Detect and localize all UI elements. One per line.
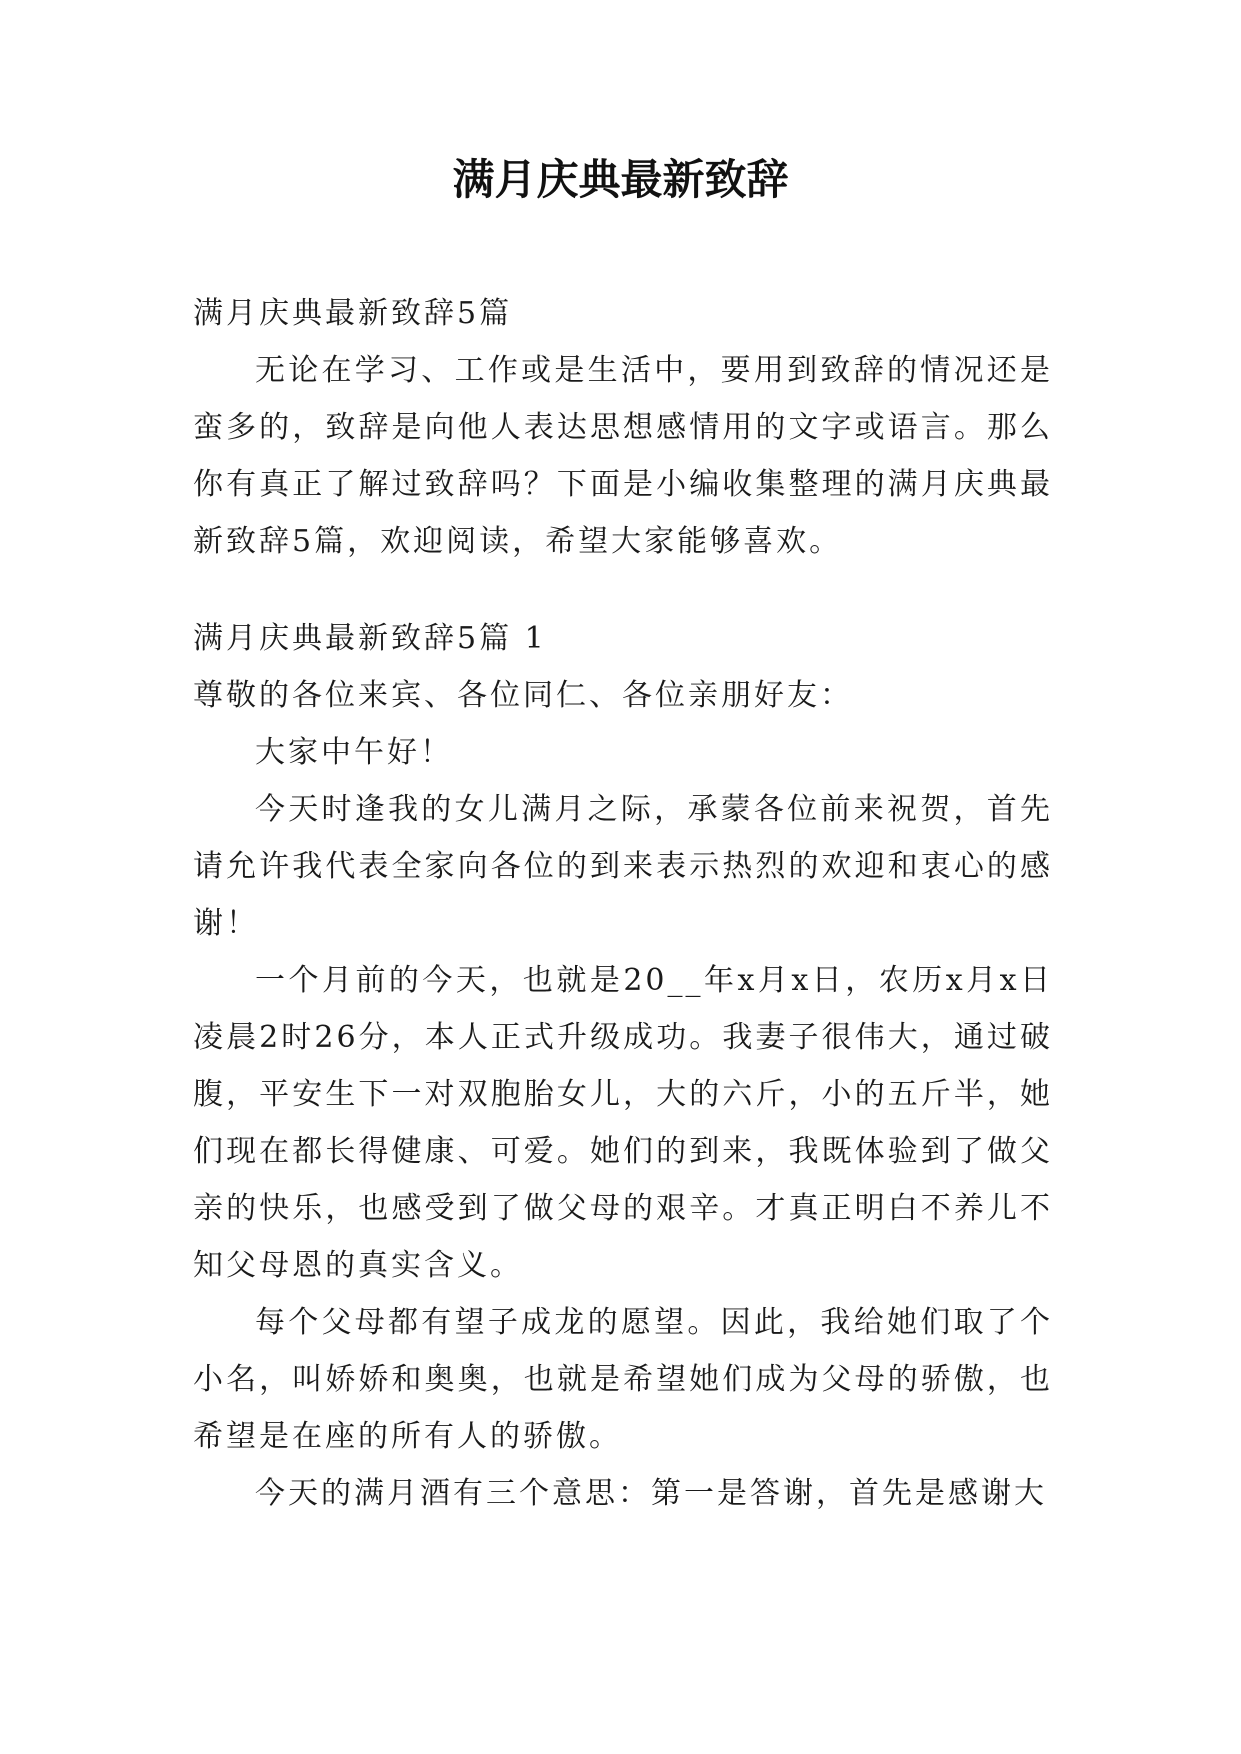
section-heading: 满月庆典最新致辞5篇 1 [193, 621, 547, 656]
body-paragraph: 今天时逢我的女儿满月之际，承蒙各位前来祝贺，首先请允许我代表全家向各位的到来表示热烈的欢迎和衷心的感谢！ [193, 792, 1053, 941]
body-paragraph: 今天的满月酒有三个意思：第一是答谢，首先是感谢大 [255, 1476, 1047, 1511]
body-paragraph: 一个月前的今天，也就是20__年x月x日，农历x月x日凌晨2时26分，本人正式升级成功。我妻子很伟大，通过破腹，平安生下一对双胞胎女儿，大的六斤，小的五斤半，她们现在都长得健康、可爱。她们的到来，我既体验到了做父亲的快乐，也感受到了做父母的艰辛。才真正明白不养儿不知父母恩的真实含义。 [193, 963, 1053, 1283]
document-subtitle: 满月庆典最新致辞5篇 [193, 296, 513, 331]
body-paragraph: 大家中午好！ [255, 735, 453, 770]
salutation: 尊敬的各位来宾、各位同仁、各位亲朋好友： [193, 678, 853, 713]
intro-paragraph: 无论在学习、工作或是生活中，要用到致辞的情况还是蛮多的，致辞是向他人表达思想感情用的文字或语言。那么你有真正了解过致辞吗？下面是小编收集整理的满月庆典最新致辞5篇，欢迎阅读，希望大家能够喜欢。 [193, 353, 1053, 559]
document-body [193, 285, 1053, 1522]
document-title: 满月庆典最新致辞 [452, 155, 789, 204]
body-paragraph: 每个父母都有望子成龙的愿望。因此，我给她们取了个小名，叫娇娇和奥奥，也就是希望她们成为父母的骄傲，也希望是在座的所有人的骄傲。 [193, 1305, 1053, 1454]
